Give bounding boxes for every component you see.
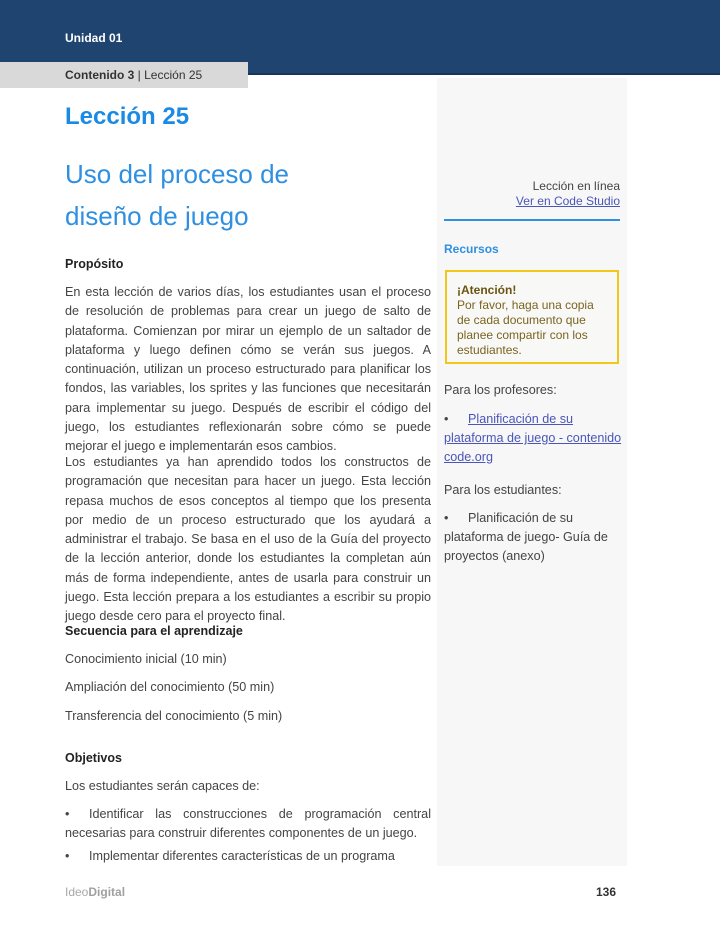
online-lesson-label: Lección en línea: [532, 179, 620, 193]
footer-brand: [65, 885, 125, 899]
bullet-icon: •: [444, 511, 449, 525]
objectives-heading: Objetivos: [65, 751, 122, 765]
teachers-resource: [444, 410, 624, 467]
code-studio-link[interactable]: Ver en Code Studio: [515, 194, 620, 208]
resources-heading: Recursos: [444, 242, 499, 256]
purpose-paragraph-2: Los estudiantes ya han aprendido todos los constructos de programación que necesitan para hacer un juego. Esta lección repasa muchos de esos conceptos al tiempo que los presenta por medio de un proceso estructurado que los ayudará a administrar el trabajo. Se basa en el uso de la Guía del proyecto de la lección anterior, donde los estudiantes la completan aún más de forma independiente, antes de usarla para construir un juego. Esta lección prepara a los estudiantes a escribir su propio juego desde cero para el proyecto final.: [65, 455, 431, 624]
purpose-paragraph-1: En esta lección de varios días, los estudiantes usan el proceso de resolución de problemas para crear un juego de salto de plataforma. Comienzan por mirar un ejemplo de un saltador de plataforma y luego definen cómo se verán sus juegos. A continuación, utilizan un proceso estructurado para planificar los fondos, las variables, los sprites y las funciones que necesitarán para implementar su juego. Después de escribir el código del juego, los estudiantes reflexionarán sobre cómo se puede mejorar el juego e implementarán esos cambios.: [65, 285, 431, 454]
sequence-item: Ampliación del conocimiento (50 min): [65, 680, 275, 694]
breadcrumb-separator: |: [134, 68, 145, 82]
objective-item: [65, 847, 431, 866]
online-lesson: [444, 179, 620, 209]
students-resource-text: Planificación de su plataforma de juego- Guía de proyectos (anexo): [444, 511, 608, 563]
alert-title: ¡Atención!: [457, 283, 517, 297]
objective-item: [65, 805, 431, 844]
divider: [444, 219, 620, 221]
teachers-resource-link[interactable]: Planificación de su plataforma de juego - contenido code.org: [444, 412, 622, 464]
page-number: 136: [596, 885, 617, 899]
bullet-icon: •: [444, 412, 449, 426]
breadcrumb-lesson: Lección 25: [144, 68, 203, 82]
objective-text: Implementar diferentes características de un programa: [89, 849, 395, 863]
sequence-heading: Secuencia para el aprendizaje: [65, 624, 243, 638]
bullet-icon: •: [65, 807, 70, 821]
lesson-title-line-1: Uso del proceso de: [65, 159, 290, 189]
lesson-title: [65, 153, 425, 237]
alert-text: Por favor, haga una copia de cada documento que planee compartir con los estudiantes.: [457, 298, 594, 357]
brand-bold: Digital: [88, 885, 126, 899]
brand-light: Ideo: [65, 885, 89, 899]
objective-text: Identificar las construcciones de programación central necesarias para construir diferentes componentes de un juego.: [65, 807, 431, 841]
bullet-icon: •: [65, 849, 70, 863]
breadcrumb: [0, 62, 248, 88]
purpose-heading: Propósito: [65, 257, 124, 271]
teachers-label: Para los profesores:: [444, 383, 557, 397]
objectives-intro: Los estudiantes serán capaces de:: [65, 779, 260, 793]
breadcrumb-content: Contenido 3: [65, 68, 135, 82]
unit-label: Unidad 01: [65, 31, 123, 45]
lesson-title-line-2: diseño de juego: [65, 201, 249, 231]
sequence-item: Transferencia del conocimiento (5 min): [65, 709, 283, 723]
students-label: Para los estudiantes:: [444, 483, 562, 497]
attention-alert: [445, 270, 619, 364]
sequence-item: Conocimiento inicial (10 min): [65, 652, 227, 666]
students-resource: [444, 509, 624, 566]
lesson-number: Lección 25: [65, 103, 190, 130]
